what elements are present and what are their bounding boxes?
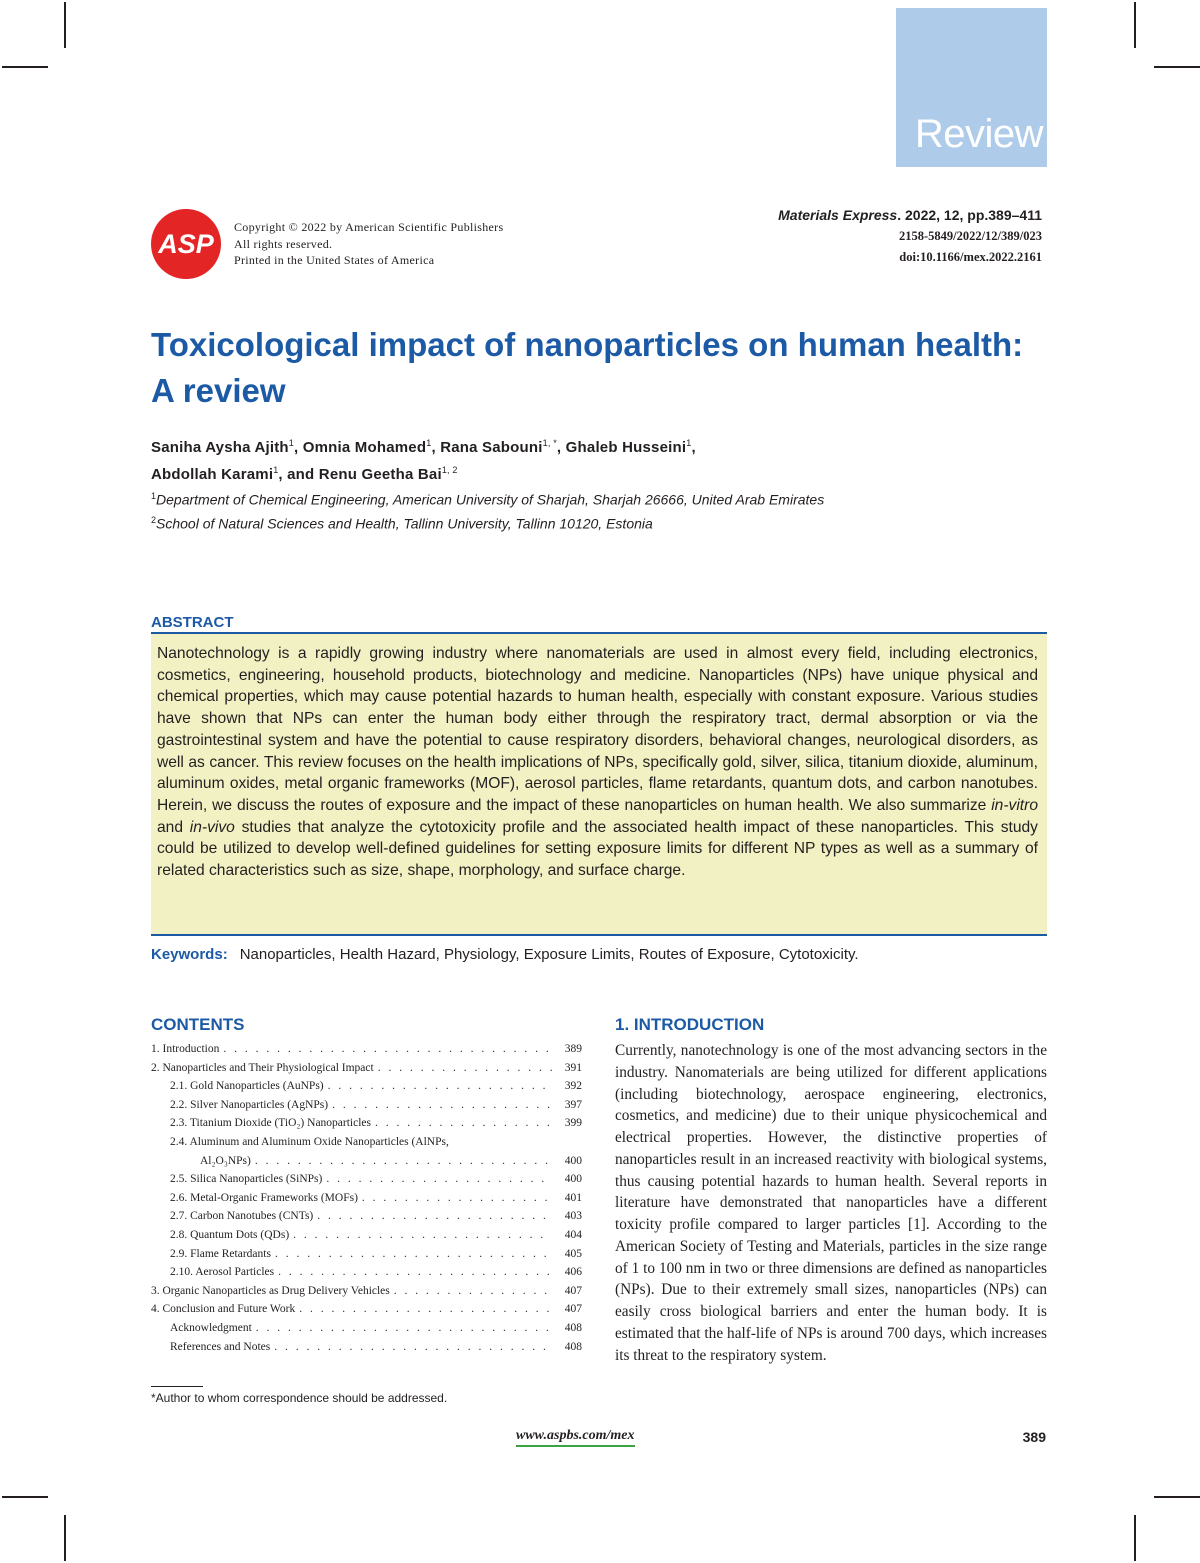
- toc-leader-dots: [270, 1338, 552, 1357]
- article-title: Toxicological impact of nanoparticles on human health: A review: [151, 326, 1024, 409]
- toc-leader-dots: [295, 1300, 552, 1319]
- toc-item-label: 2.6. Metal-Organic Frameworks (MOFs): [170, 1191, 358, 1204]
- asp-logo: [150, 208, 222, 280]
- toc-item-page: 408: [564, 1321, 582, 1334]
- toc-item-page: 389: [564, 1043, 582, 1055]
- journal-info: [778, 205, 1042, 268]
- toc-item[interactable]: [151, 1133, 582, 1152]
- toc-item[interactable]: [151, 1189, 582, 1208]
- author-list: [151, 432, 1051, 486]
- abstract-text-part: Nanotechnology is a rapidly growing industry where nanomaterials are used in almost every field, including electronics, cosmetics, engineering, household products, biotechnology and medicine. Nanoparticles (NPs) have unique physical and chemical properties, which may cause potential hazards to human health, especially with constant exposure. Various studies have shown that NPs can enter the human body either through the respiratory tract, dermal absorption or via the gastrointestinal system and have the potential to cause respiratory disorders, behavioral changes, neurological disorders, as well as cancer. This review focuses on the health implications of NPs, specifically gold, silver, silica, titanium dioxide, aluminum, aluminum oxides, metal organic frameworks (MOF), aerosol particles, flame retardants, quantum dots, and carbon nanotubes. Herein, we discuss the routes of exposure and the impact of these nanoparticles on human health. We also summarize: [157, 645, 1038, 814]
- toc-item[interactable]: [151, 1059, 582, 1078]
- copyright-line: Copyright © 2022 by American Scientific Publishers: [234, 220, 504, 234]
- toc-item-label: 2.7. Carbon Nanotubes (CNTs): [170, 1210, 314, 1223]
- toc-item[interactable]: [151, 1263, 582, 1282]
- affiliation: [151, 486, 1051, 510]
- toc-item[interactable]: [151, 1040, 582, 1059]
- toc-item-page: 392: [564, 1080, 582, 1093]
- toc-leader-dots: [313, 1207, 552, 1226]
- toc-item-page: 400: [564, 1173, 582, 1186]
- keywords-label: Keywords:: [151, 946, 228, 963]
- toc-item-label: 2.10. Aerosol Particles: [170, 1266, 275, 1279]
- toc-leader-dots: [322, 1170, 552, 1189]
- author-separator: ,: [294, 439, 303, 456]
- toc-item-label: 2.3. Titanium Dioxide (TiO₂) Nanoparticles: [170, 1117, 371, 1130]
- toc-item-label: 2.4. Aluminum and Aluminum Oxide Nanoparticles (AlNPs,: [170, 1135, 449, 1148]
- footnote-rule: [151, 1386, 203, 1387]
- toc-leader-dots: [252, 1319, 552, 1338]
- toc-item-label: 2. Nanoparticles and Their Physiological Impact: [151, 1061, 374, 1074]
- copyright-line: All rights reserved.: [234, 236, 333, 251]
- toc-item-page: 397: [564, 1098, 582, 1111]
- footnote: *Author to whom correspondence should be addressed.: [151, 1391, 448, 1405]
- author-sup: 1, 2: [441, 465, 458, 475]
- toc-item[interactable]: [151, 1300, 582, 1319]
- affiliation-text: Department of Chemical Engineering, American University of Sharjah, Sharjah 26666, United Arab Emirates: [156, 491, 825, 508]
- toc-item-label: References and Notes: [170, 1340, 271, 1353]
- journal-name: Materials Express: [778, 207, 898, 223]
- author-separator: ,: [431, 439, 441, 456]
- author-name: Ghaleb Husseini: [565, 439, 687, 456]
- keywords-text: Nanoparticles, Health Hazard, Physiology, Exposure Limits, Routes of Exposure, Cytotoxicity.: [239, 946, 859, 963]
- toc-leader-dots: [271, 1245, 552, 1264]
- review-badge: [896, 8, 1047, 167]
- toc-leader-dots: [324, 1077, 552, 1096]
- toc-item-page: 401: [564, 1191, 582, 1204]
- crop-mark: [64, 1515, 66, 1561]
- abstract-text-part: and: [157, 818, 190, 836]
- toc-item-label: 2.1. Gold Nanoparticles (AuNPs): [170, 1080, 324, 1093]
- toc-item-page: 405: [564, 1247, 582, 1260]
- crop-mark: [1154, 66, 1200, 68]
- author-name: Saniha Aysha Ajith: [151, 439, 289, 456]
- introduction-text: Currently, nanotechnology is one of the most advancing sectors in the industry. Nanomaterials are being utilized for different applications (including biotechnology, aerospace engineering, electronics, cosmetics, and medicine) due to their unique physicochemical and electrical properties. However, the distinctive properties of nanoparticles result in an increased reactivity with biological systems, thus causing potential hazards to human health. Several reports in literature have demonstrated that nanoparticles have a different toxicity profile compared to larger particles [1]. According to the American Society of Testing and Materials, particles in the size range of 1 to 100 nm in two or three dimensions are defined as nanoparticles (NPs). Due to their extremely small sizes, nanoparticles (NPs) can easily cross biological barriers and enter the human body. It is estimated that the half-life of NPs is around 700 days, which increases its threat to the respiratory system.: [615, 1042, 1047, 1364]
- toc-item[interactable]: [151, 1245, 582, 1264]
- affiliations: [151, 486, 1051, 533]
- toc-item-label: 3. Organic Nanoparticles as Drug Delivery Vehicles: [151, 1284, 390, 1297]
- toc-item[interactable]: [151, 1207, 582, 1226]
- abstract-text-part: studies that analyze the cytotoxicity profile and the associated health impact of these nanoparticles. This study could be utilized to develop well-defined guidelines for setting exposure limits for different NP types as well as a summary of related characteristics such as size, shape, morphology, and surface charge.: [157, 818, 1038, 880]
- toc-leader-dots: [219, 1040, 552, 1059]
- author-sup: 1: [288, 438, 295, 448]
- toc-leader-dots: [289, 1226, 552, 1245]
- review-badge-label: Review: [914, 112, 1043, 156]
- abstract-italic: in-vivo: [189, 818, 235, 836]
- crop-mark: [1154, 1496, 1200, 1498]
- abstract-box: [151, 632, 1047, 936]
- copyright-notice: [234, 219, 503, 269]
- toc-item-label: 2.8. Quantum Dots (QDs): [170, 1228, 290, 1241]
- page-number: 389: [1022, 1429, 1046, 1445]
- toc-item-label: 2.5. Silica Nanoparticles (SiNPs): [170, 1173, 323, 1186]
- author-separator: ,: [556, 439, 566, 456]
- toc-leader-dots: [371, 1114, 552, 1133]
- toc-item-page: 408: [564, 1340, 582, 1353]
- affiliation-sup: 1: [151, 491, 157, 501]
- author-sup: 1, *: [542, 438, 557, 448]
- crop-mark: [1134, 2, 1136, 48]
- toc-item-page: 391: [564, 1061, 582, 1074]
- author-sup: 1: [426, 438, 432, 448]
- author-separator: ,: [691, 439, 696, 456]
- toc-item[interactable]: [151, 1152, 582, 1171]
- abstract-italic: in-vitro: [991, 796, 1038, 814]
- footer-url-link[interactable]: www.aspbs.com/mex: [516, 1428, 635, 1447]
- toc-leader-dots: [328, 1096, 552, 1115]
- toc-item-label: 1. Introduction: [151, 1043, 220, 1055]
- table-of-contents: [151, 1040, 582, 1356]
- toc-item-page: 406: [564, 1266, 582, 1279]
- toc-item[interactable]: [151, 1319, 582, 1338]
- toc-item[interactable]: [151, 1114, 582, 1133]
- journal-doi: doi:10.1166/mex.2022.2161: [899, 250, 1042, 264]
- journal-issn: 2158-5849/2022/12/389/023: [898, 229, 1042, 243]
- toc-item-page: 404: [564, 1228, 582, 1241]
- author-name: Rana Sabouni: [440, 439, 543, 456]
- toc-item-label: Acknowledgment: [170, 1321, 252, 1334]
- crop-mark: [2, 1496, 48, 1498]
- toc-item[interactable]: [151, 1282, 582, 1301]
- abstract-text: [157, 643, 1038, 882]
- toc-item-page: 403: [564, 1210, 582, 1223]
- crop-mark: [2, 66, 48, 68]
- journal-volume-pages: . 2022, 12, pp.389–411: [897, 207, 1042, 223]
- toc-leader-dots: [251, 1152, 552, 1171]
- crop-mark: [64, 2, 66, 48]
- toc-item[interactable]: [151, 1226, 582, 1245]
- toc-item[interactable]: [151, 1338, 582, 1357]
- author-separator: , and: [278, 466, 319, 483]
- author-sup: 1: [686, 438, 692, 448]
- toc-item[interactable]: [151, 1096, 582, 1115]
- crop-mark: [1134, 1515, 1136, 1561]
- toc-item-label: 4. Conclusion and Future Work: [151, 1303, 296, 1316]
- toc-leader-dots: [374, 1059, 552, 1078]
- author-sup: 1: [273, 465, 279, 475]
- keywords: [151, 946, 859, 963]
- toc-item-page: 407: [564, 1284, 582, 1297]
- author-name: Omnia Mohamed: [302, 439, 427, 456]
- introduction-heading: 1. INTRODUCTION: [615, 1015, 765, 1034]
- toc-item[interactable]: [151, 1077, 582, 1096]
- toc-item-label: 2.2. Silver Nanoparticles (AgNPs): [170, 1098, 329, 1111]
- affiliation-text: School of Natural Sciences and Health, Tallinn University, Tallinn 10120, Estonia: [156, 515, 653, 532]
- toc-item-page: 399: [564, 1117, 582, 1130]
- copyright-line: Printed in the United States of America: [234, 253, 435, 267]
- toc-leader-dots: [358, 1189, 552, 1208]
- contents-heading: CONTENTS: [151, 1015, 245, 1034]
- toc-item-page: 407: [564, 1303, 582, 1316]
- affiliation-sup: 2: [151, 514, 157, 525]
- toc-leader-dots: [274, 1263, 552, 1282]
- journal-citation: [778, 205, 1042, 226]
- toc-item-label: Al₂O₃NPs): [200, 1154, 251, 1167]
- author-name: Renu Geetha Bai: [318, 466, 442, 483]
- toc-leader-dots: [390, 1282, 552, 1301]
- toc-item-label: 2.9. Flame Retardants: [170, 1247, 271, 1260]
- asp-logo-text: ASP: [158, 229, 214, 259]
- abstract-heading: ABSTRACT: [151, 614, 234, 631]
- toc-item-page: 400: [564, 1154, 582, 1167]
- affiliation: [151, 510, 1051, 534]
- author-name: Abdollah Karami: [151, 466, 274, 483]
- toc-item[interactable]: [151, 1170, 582, 1189]
